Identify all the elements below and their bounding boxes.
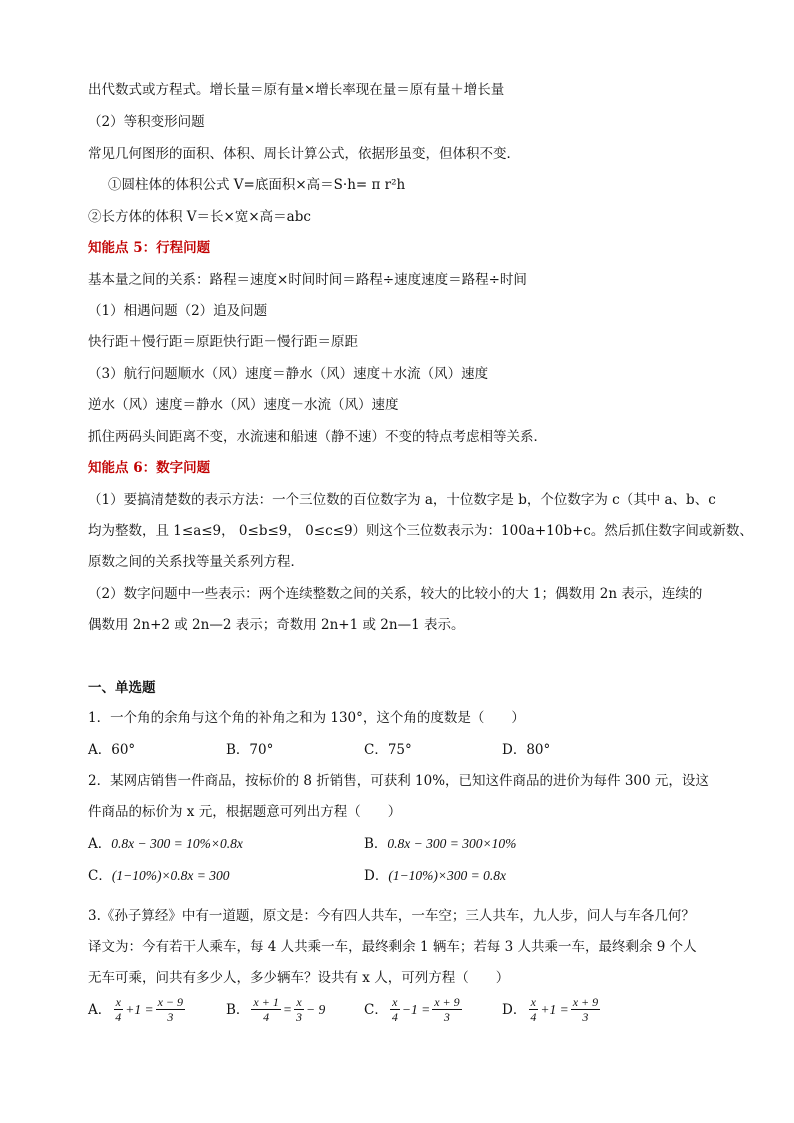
q1-option-d: D．80° (502, 742, 551, 758)
text-line: 常见几何图形的面积、体积、周长计算公式，依据形虽变，但体积不变． (88, 146, 520, 162)
fraction: $\frac{x - 9}{3}$ (157, 995, 184, 1024)
q1-option-a: A．60° (88, 742, 136, 758)
equation: (1−10%)×0.8x = 300 (111, 868, 230, 883)
fraction: $\frac{x + 1}{4}$ (253, 995, 279, 1024)
question-2-stem: 2．某网店销售一件商品，按标价的 8 折销售，可获利 10%，已知这件商品的进价为每件 300 元，设这 (88, 773, 709, 789)
text-line: 原数之间的关系找等量关系列方程． (88, 554, 304, 570)
text-line: 偶数用 2n+2 或 2n—2 表示；奇数用 2n+1 或 2n—1 表示。 (88, 617, 465, 633)
operator: − 9 (305, 1001, 326, 1017)
option-label: B． (364, 836, 388, 852)
equation: 0.8x − 300 = 300×10% (387, 836, 517, 851)
question-3-stem: 译文为：今有若干人乘车，每 4 人共乘一车，最终剩余 1 辆车；若每 3 人共乘一车，最终剩余 9 个人 (88, 939, 697, 955)
q2-option-d (364, 866, 506, 886)
section-heading: 知能点 6：数字问题 (88, 460, 211, 476)
text-line: 出代数式或方程式。增长量＝原有量×增长率现在量＝原有量＋增长量 (88, 82, 505, 98)
text-line: （2）等积变形问题 (88, 114, 205, 130)
text-line: （1）相遇问题（2）追及问题 (88, 303, 268, 319)
text-line: 基本量之间的关系：路程＝速度×时间时间＝路程÷速度速度＝路程÷时间 (88, 272, 527, 288)
question-2-stem: 件商品的标价为 x 元，根据题意可列出方程（ ） (88, 804, 402, 820)
text-line: 逆水（风）速度＝静水（风）速度－水流（风）速度 (88, 397, 399, 413)
operator: −1 = (401, 1001, 431, 1017)
option-label: D． (364, 868, 389, 884)
text-line: ②长方体的体积 V＝长×宽×高＝abc (88, 209, 311, 225)
operator: = (282, 1001, 292, 1017)
section-heading: 知能点 5：行程问题 (88, 240, 211, 256)
fraction: $\frac{x}{4}$ (530, 995, 537, 1024)
text-line: （3）航行问题顺水（风）速度＝静水（风）速度＋水流（风）速度 (88, 366, 489, 382)
fraction: $\frac{x + 9}{3}$ (434, 995, 460, 1024)
operator: +1 = (540, 1001, 569, 1017)
q2-option-a (88, 834, 243, 854)
text-line: ①圆柱体的体积公式 V=底面积×高＝S·h= π r²h (108, 177, 406, 193)
q1-option-c: C．75° (364, 742, 412, 758)
equation: 0.8x − 300 = 10%×0.8x (111, 836, 243, 851)
q1-option-b: B．70° (226, 742, 274, 758)
q3-option-b (226, 995, 325, 1024)
option-label: A． (88, 1001, 112, 1018)
fraction: $\frac{x}{3}$ (295, 995, 302, 1024)
text-line: 快行距＋慢行距＝原距快行距－慢行距＝原距 (88, 334, 358, 350)
fraction: $\frac{x}{4}$ (391, 995, 398, 1024)
text-line: （1）要搞清楚数的表示方法：一个三位数的百位数字为 a，十位数字是 b，个位数字为 c（其中 a、b、c (88, 492, 716, 508)
q3-option-d (502, 995, 602, 1024)
q3-option-a (88, 995, 187, 1024)
text-line: 均为整数，且 1≤a≤9， 0≤b≤9， 0≤c≤9）则这个三位数表示为：100a+10b+c。然后抓住数字间或新数、 (88, 523, 753, 539)
question-1-stem: 1．一个角的余角与这个角的补角之和为 130°，这个角的度数是（ ） (88, 710, 525, 726)
option-label: C． (364, 1001, 388, 1018)
question-3-stem: 3.《孙子算经》中有一道题，原文是：今有四人共车，一车空；三人共车，九人步，问人与车各几何？ (88, 908, 695, 924)
equation: (1−10%)×300 = 0.8x (388, 868, 507, 883)
fraction: $\frac{x}{4}$ (115, 995, 122, 1024)
section-title: 一、单选题 (88, 680, 156, 696)
option-label: C． (88, 868, 112, 884)
q3-option-c (364, 995, 464, 1024)
q2-option-c (88, 866, 230, 886)
q2-option-b (364, 834, 516, 854)
question-3-stem: 无车可乘，问共有多少人，多少辆车？设共有 x 人，可列方程（ ） (88, 970, 510, 986)
option-label: D． (502, 1001, 527, 1018)
operator: +1 = (125, 1001, 154, 1017)
fraction: $\frac{x + 9}{3}$ (572, 995, 599, 1024)
option-label: B． (226, 1001, 250, 1018)
text-line: （2）数字问题中一些表示：两个连续整数之间的关系，较大的比较小的大 1；偶数用 2n 表示，连续的 (88, 586, 703, 602)
option-label: A． (88, 836, 112, 852)
text-line: 抓住两码头间距离不变，水流速和船速（静不速）不变的特点考虑相等关系． (88, 429, 547, 445)
